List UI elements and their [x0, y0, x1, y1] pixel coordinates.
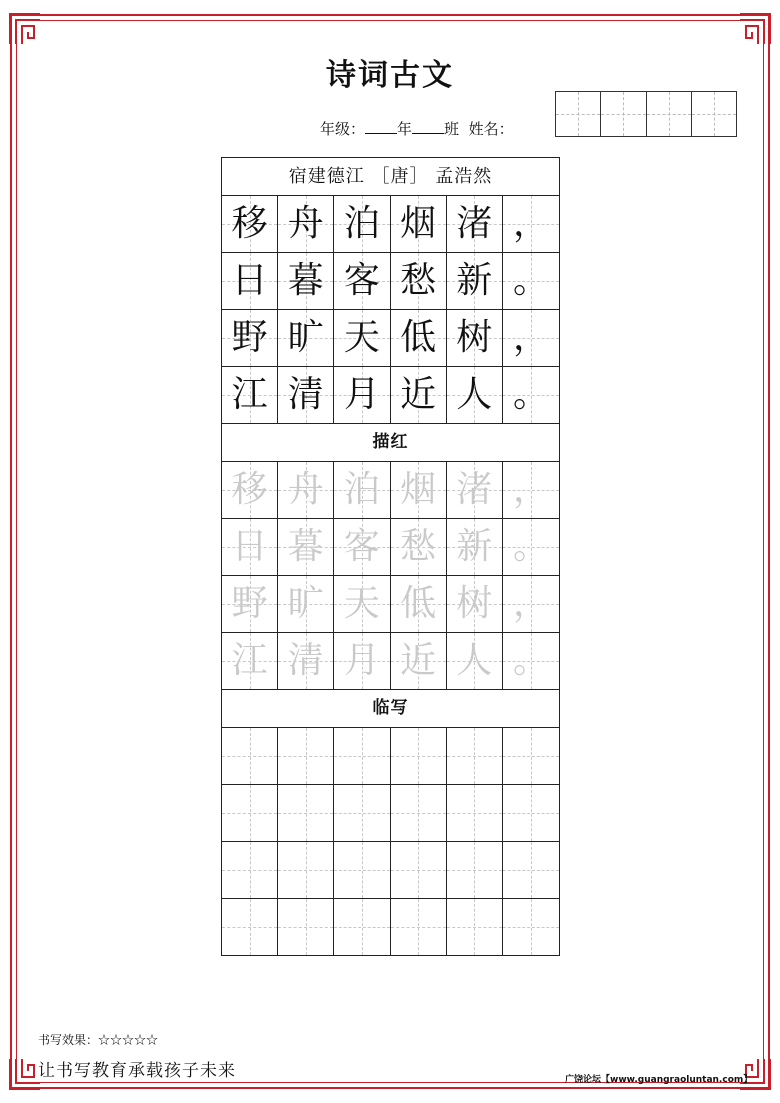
poem-character: 渚: [456, 203, 493, 244]
poem-cell: [222, 367, 278, 423]
copy-grid: [222, 728, 559, 955]
copy-row: [222, 842, 559, 899]
poem-character: 新: [456, 260, 493, 301]
poem-character: 烟: [400, 203, 437, 244]
poem-cell: [391, 310, 447, 366]
name-box[interactable]: [692, 92, 736, 136]
trace-heading: 描红: [222, 423, 559, 462]
poem-character: 客: [343, 260, 380, 301]
copy-cell[interactable]: [222, 842, 278, 898]
poem-character: 近: [400, 374, 437, 415]
poem-character: 。: [512, 374, 549, 415]
trace-character: 清: [287, 640, 324, 681]
trace-cell[interactable]: [278, 633, 334, 689]
copy-cell[interactable]: [334, 899, 390, 955]
poem-character: 天: [343, 317, 380, 358]
poem-character: 野: [231, 317, 268, 358]
copy-cell[interactable]: [334, 728, 390, 784]
poem-character: ，: [512, 203, 549, 244]
trace-character: 舟: [287, 469, 324, 510]
name-boxes[interactable]: [555, 91, 737, 137]
trace-character: 低: [400, 583, 437, 624]
poem-row: [222, 253, 559, 310]
poem-character: 人: [456, 374, 493, 415]
trace-cell[interactable]: [447, 462, 503, 518]
student-info-line: [320, 118, 514, 139]
copy-cell[interactable]: [278, 785, 334, 841]
trace-cell[interactable]: [447, 576, 503, 632]
copy-cell[interactable]: [447, 728, 503, 784]
poem-cell: [447, 310, 503, 366]
trace-cell[interactable]: [334, 576, 390, 632]
poem-grid: [222, 196, 559, 423]
copy-cell[interactable]: [222, 728, 278, 784]
copy-cell[interactable]: [334, 785, 390, 841]
poem-cell: [222, 310, 278, 366]
page-title: 诗词古文: [326, 58, 454, 93]
poem-cell: [278, 253, 334, 309]
trace-character: 泊: [343, 469, 380, 510]
trace-character: 日: [231, 526, 268, 567]
poem-row: [222, 196, 559, 253]
poem-cell: [391, 253, 447, 309]
trace-character: 野: [231, 583, 268, 624]
trace-cell[interactable]: [391, 462, 447, 518]
poem-character: 旷: [287, 317, 324, 358]
poem-cell: [503, 196, 559, 252]
poem-cell: [334, 367, 390, 423]
trace-cell[interactable]: [503, 576, 559, 632]
trace-cell[interactable]: [503, 633, 559, 689]
trace-row: [222, 462, 559, 519]
copy-cell[interactable]: [447, 842, 503, 898]
trace-row: [222, 633, 559, 689]
copy-row: [222, 728, 559, 785]
trace-row: [222, 519, 559, 576]
copy-cell[interactable]: [391, 899, 447, 955]
corner-ornament-icon: [8, 1057, 42, 1091]
class-blank[interactable]: [412, 119, 444, 134]
trace-cell[interactable]: [334, 519, 390, 575]
trace-cell[interactable]: [222, 633, 278, 689]
poem-cell: [334, 253, 390, 309]
name-label: 姓名：: [468, 120, 514, 138]
copy-cell[interactable]: [447, 785, 503, 841]
poem-character: 舟: [287, 203, 324, 244]
copy-cell[interactable]: [503, 842, 559, 898]
copy-cell[interactable]: [278, 842, 334, 898]
trace-cell[interactable]: [503, 519, 559, 575]
trace-cell[interactable]: [447, 633, 503, 689]
poem-cell: [447, 253, 503, 309]
trace-character: 树: [456, 583, 493, 624]
trace-cell[interactable]: [334, 633, 390, 689]
copy-cell[interactable]: [222, 899, 278, 955]
poem-character: 树: [456, 317, 493, 358]
trace-cell[interactable]: [222, 576, 278, 632]
poem-character: 。: [512, 260, 549, 301]
poem-cell: [391, 367, 447, 423]
trace-cell[interactable]: [222, 462, 278, 518]
trace-character: 客: [343, 526, 380, 567]
poem-character: 低: [400, 317, 437, 358]
copy-cell[interactable]: [278, 728, 334, 784]
copy-cell[interactable]: [447, 899, 503, 955]
trace-character: 移: [231, 469, 268, 510]
trace-cell[interactable]: [278, 576, 334, 632]
trace-character: 。: [512, 526, 549, 567]
trace-character: 暮: [287, 526, 324, 567]
slogan: 让书写教育承载孩子未来: [38, 1061, 236, 1081]
trace-cell[interactable]: [447, 519, 503, 575]
poem-character: ，: [512, 317, 549, 358]
trace-character: ，: [512, 583, 549, 624]
poem-character: 愁: [400, 260, 437, 301]
copy-cell[interactable]: [334, 842, 390, 898]
trace-character: 月: [343, 640, 380, 681]
copy-cell[interactable]: [278, 899, 334, 955]
poem-cell: [334, 310, 390, 366]
poem-cell: [391, 196, 447, 252]
trace-cell[interactable]: [391, 519, 447, 575]
copy-cell[interactable]: [503, 728, 559, 784]
poem-cell: [334, 196, 390, 252]
poem-cell: [278, 196, 334, 252]
trace-cell[interactable]: [334, 462, 390, 518]
copy-cell[interactable]: [503, 785, 559, 841]
poem-character: 泊: [343, 203, 380, 244]
trace-character: 。: [512, 640, 549, 681]
trace-cell[interactable]: [391, 576, 447, 632]
grade-blank[interactable]: [365, 119, 397, 134]
corner-ornament-icon: [738, 12, 772, 46]
trace-character: 江: [231, 640, 268, 681]
trace-character: ，: [512, 469, 549, 510]
trace-character: 人: [456, 640, 493, 681]
trace-character: 新: [456, 526, 493, 567]
trace-character: 近: [400, 640, 437, 681]
poem-character: 清: [287, 374, 324, 415]
poem-cell: [503, 253, 559, 309]
copy-cell[interactable]: [391, 785, 447, 841]
trace-cell[interactable]: [503, 462, 559, 518]
trace-grid: [222, 462, 559, 689]
trace-cell[interactable]: [278, 519, 334, 575]
poem-cell: [222, 253, 278, 309]
poem-cell: [503, 367, 559, 423]
poem-cell: [278, 310, 334, 366]
poem-row: [222, 310, 559, 367]
trace-character: 愁: [400, 526, 437, 567]
copy-cell[interactable]: [391, 842, 447, 898]
class-label: 班: [444, 120, 460, 138]
trace-character: 天: [343, 583, 380, 624]
name-box[interactable]: [556, 92, 601, 136]
corner-ornament-icon: [8, 12, 42, 46]
trace-character: 旷: [287, 583, 324, 624]
poem-character: 日: [231, 260, 268, 301]
copy-row: [222, 785, 559, 842]
year-label: 年: [397, 120, 413, 138]
site-credit: 广饶论坛【www.guangraoluntan.com】: [565, 1075, 753, 1085]
trace-cell[interactable]: [222, 519, 278, 575]
trace-cell[interactable]: [278, 462, 334, 518]
trace-cell[interactable]: [391, 633, 447, 689]
practice-sheet: [221, 157, 560, 956]
name-box[interactable]: [601, 92, 646, 136]
poem-character: 江: [231, 374, 268, 415]
poem-cell: [447, 196, 503, 252]
copy-cell[interactable]: [503, 899, 559, 955]
poem-heading: 宿建德江 ［唐］ 孟浩然: [222, 158, 559, 196]
poem-cell: [222, 196, 278, 252]
rating-line: 书写效果：☆☆☆☆☆: [38, 1033, 159, 1047]
trace-character: 渚: [456, 469, 493, 510]
grade-label: 年级：: [320, 120, 366, 138]
poem-character: 月: [343, 374, 380, 415]
poem-character: 移: [231, 203, 268, 244]
copy-cell[interactable]: [222, 785, 278, 841]
name-box[interactable]: [647, 92, 692, 136]
poem-character: 暮: [287, 260, 324, 301]
poem-row: [222, 367, 559, 423]
poem-cell: [503, 310, 559, 366]
poem-cell: [278, 367, 334, 423]
trace-character: 烟: [400, 469, 437, 510]
copy-cell[interactable]: [391, 728, 447, 784]
copy-row: [222, 899, 559, 955]
poem-cell: [447, 367, 503, 423]
trace-row: [222, 576, 559, 633]
copy-heading: 临写: [222, 689, 559, 728]
